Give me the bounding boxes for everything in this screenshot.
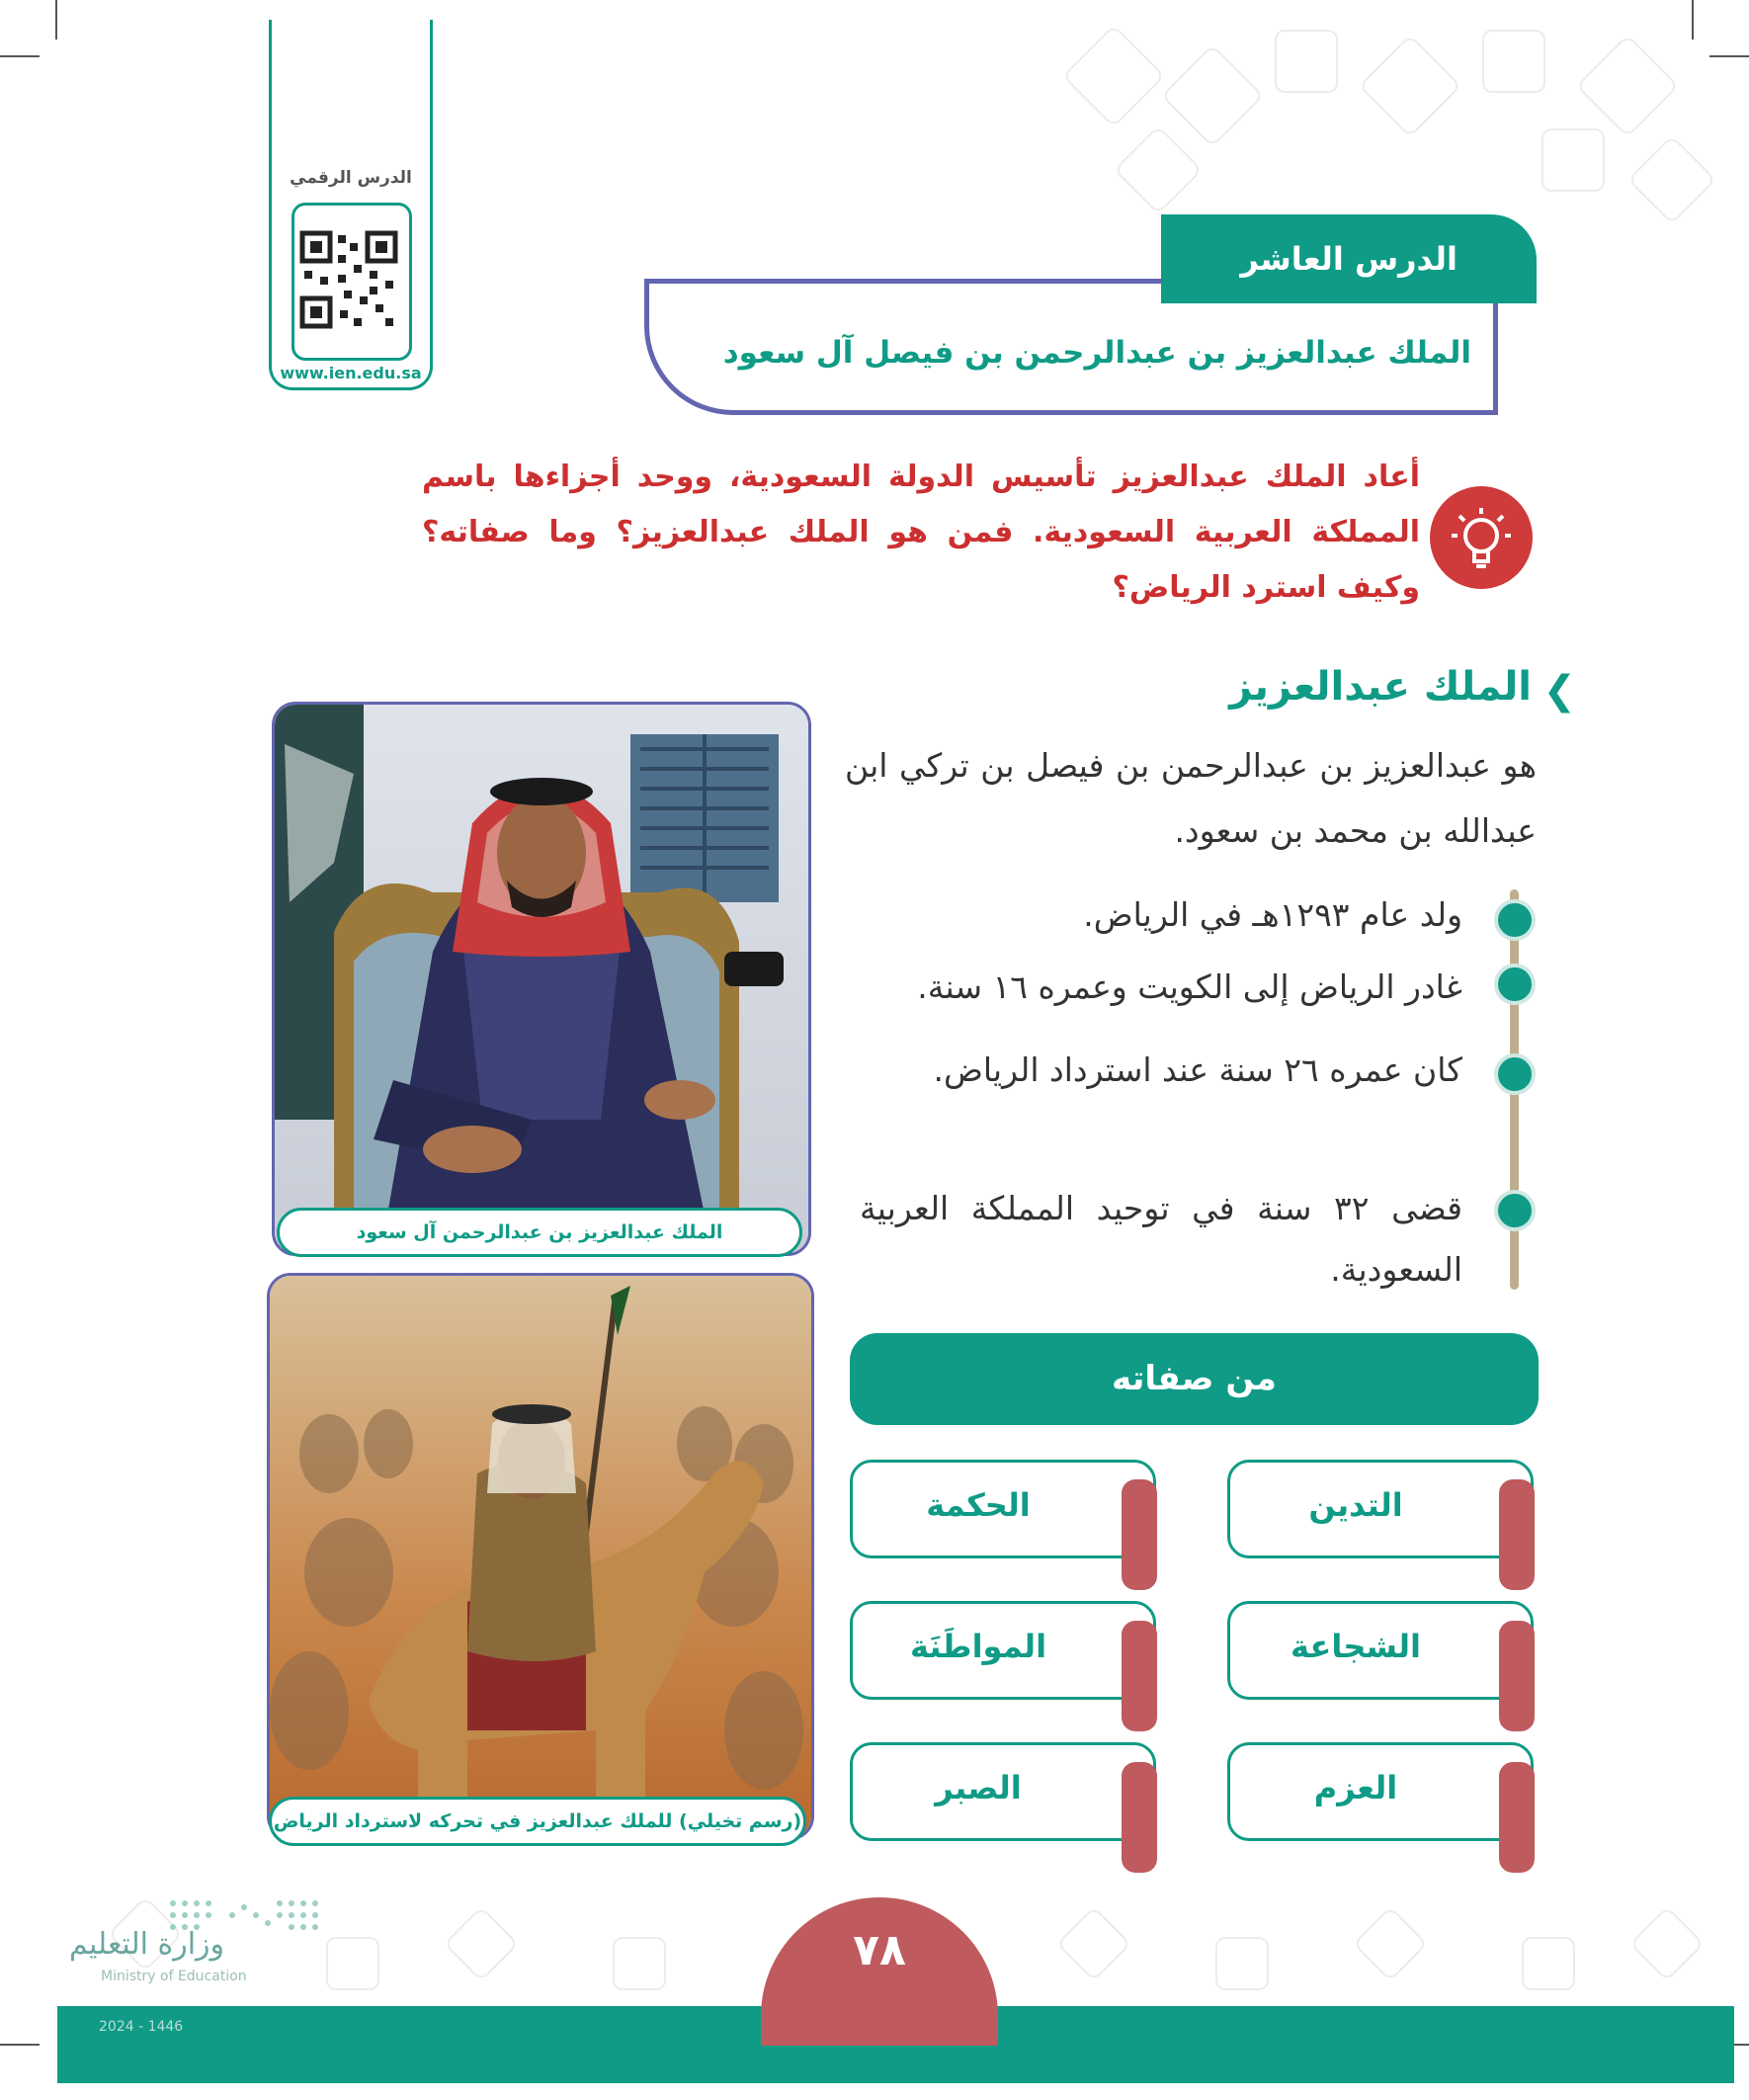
digital-lesson-panel (269, 20, 433, 390)
crop-mark (1692, 0, 1694, 40)
qr-code[interactable] (292, 203, 412, 361)
chevron-icon: ❯ (1542, 668, 1576, 714)
crop-mark (55, 0, 57, 40)
portrait-caption: الملك عبدالعزيز بن عبدالرحمن آل سعود (277, 1208, 802, 1257)
painting-image (267, 1273, 814, 1840)
digital-lesson-label: الدرس الرقمي (290, 168, 412, 188)
ministry-english-name: Ministry of Education (101, 1969, 247, 1984)
section-heading: الملك عبدالعزيز (1229, 664, 1532, 710)
fact-item: قضى ٣٢ سنة في توحيد المملكة العربية السعودية. (860, 1189, 1462, 1289)
trait-label: العزم (1313, 1769, 1398, 1806)
trait-label: المواطَنَة (909, 1628, 1047, 1665)
trait-tab (1499, 1762, 1535, 1873)
crop-mark (0, 55, 40, 57)
trait-card (1227, 1601, 1534, 1700)
portrait-image (272, 702, 811, 1256)
painting-caption: (رسم تخيلي) للملك عبدالعزيز في تحركه لاسترداد الرياض (269, 1797, 806, 1846)
bio-paragraph: هو عبدالعزيز بن عبدالرحمن بن فيصل بن تركي ابن عبدالله بن محمد بن سعود. (845, 746, 1537, 850)
lesson-number: الدرس العاشر (1240, 240, 1458, 278)
trait-tab (1499, 1479, 1535, 1590)
trait-card (850, 1742, 1156, 1841)
timeline-dot (1494, 1053, 1536, 1095)
trait-tab (1122, 1621, 1157, 1731)
page-number: ٧٨ (853, 1925, 906, 1975)
timeline-dot (1494, 1190, 1536, 1231)
ministry-year: 2024 - 1446 (99, 2019, 184, 2035)
trait-label: الشجاعة (1291, 1628, 1421, 1665)
crop-mark (1709, 55, 1749, 57)
crop-mark (0, 2044, 40, 2046)
site-url[interactable]: www.ien.edu.sa (280, 364, 422, 382)
trait-card (1227, 1742, 1534, 1841)
trait-tab (1499, 1621, 1535, 1731)
trait-label: الحكمة (926, 1486, 1031, 1524)
trait-tab (1122, 1762, 1157, 1873)
fact-item: كان عمره ٢٦ سنة عند استرداد الرياض. (933, 1050, 1462, 1089)
timeline-dot (1494, 899, 1536, 941)
lesson-title: الملك عبدالعزيز بن عبدالرحمن بن فيصل آل سعود (722, 335, 1471, 371)
lesson-number-tab (1161, 214, 1537, 303)
trait-label: الصبر (935, 1769, 1022, 1806)
lightbulb-icon (1430, 486, 1533, 589)
ministry-name: وزارة التعليم (69, 1927, 225, 1962)
timeline-dot (1494, 964, 1536, 1005)
trait-card (850, 1601, 1156, 1700)
fact-item: ولد عام ١٢٩٣هـ في الرياض. (1083, 895, 1462, 934)
trait-label: التدين (1308, 1486, 1403, 1524)
page-number-badge (761, 1897, 998, 2046)
trait-card (1227, 1460, 1534, 1558)
traits-header: من صفاته (850, 1333, 1539, 1425)
trait-tab (1122, 1479, 1157, 1590)
trait-card (850, 1460, 1156, 1558)
fact-item: غادر الرياض إلى الكويت وعمره ١٦ سنة. (917, 967, 1462, 1006)
intro-question: أعاد الملك عبدالعزيز تأسيس الدولة السعودية، ووحد أجزاءها باسم المملكة العربية السعودية. فمن هو الملك عبدالعزيز؟ وما صفاته؟ وكيف استرد الرياض؟ (422, 460, 1420, 605)
